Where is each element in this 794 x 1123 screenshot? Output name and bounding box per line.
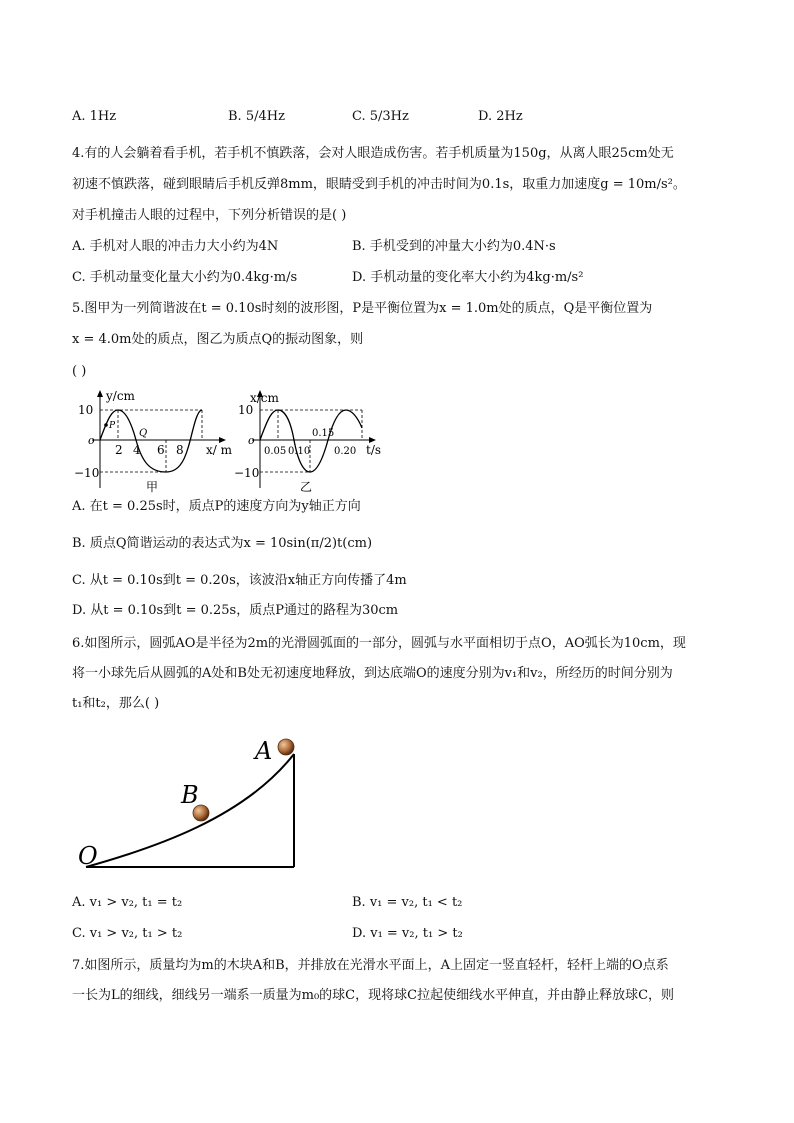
q6-stem-line-1: 6.如图所示，圆弧AO是半径为2m的光滑圆弧面的一部分，圆弧与水平面相切于点O，AO弧长为10cm，现 — [72, 636, 686, 651]
x-axis-label: t/s — [366, 443, 382, 457]
origin-label: o — [248, 434, 255, 447]
q7-stem-line-2: 一长为L的细线，细线另一端系一质量为m₀的球C，现将球C拉起使细线水平伸直，并由静止释放球C，则 — [72, 988, 675, 1003]
label-a: A — [255, 737, 273, 765]
q3-option-a: A. 1Hz — [72, 109, 117, 124]
q3-option-b: B. 5/4Hz — [228, 109, 285, 124]
q6-stem-line-3: t₁和t₂，那么( ) — [72, 696, 160, 711]
t-tick-005: 0.05 — [264, 446, 287, 457]
q6-option-a: A. v₁ > v₂, t₁ = t₂ — [72, 895, 183, 910]
q6-option-d: D. v₁ = v₂, t₁ > t₂ — [352, 926, 463, 941]
graph-caption: 甲 — [146, 480, 159, 494]
q4-option-c: C. 手机动量变化量大小约为0.4kg·m/s — [72, 270, 298, 285]
q5-option-c: C. 从t = 0.10s到t = 0.20s，该波沿x轴正方向传播了4m — [72, 573, 407, 588]
q5-option-d: D. 从t = 0.10s到t = 0.25s，质点P通过的路程为30cm — [72, 603, 399, 618]
y-axis-label: y/cm — [106, 389, 135, 403]
q4-stem-line-3: 对手机撞击人眼的过程中，下列分析错误的是( ) — [72, 208, 347, 223]
point-p-label: P — [109, 421, 116, 431]
vibration-curve — [260, 410, 362, 472]
t-tick-015: 0.15 — [312, 428, 335, 439]
label-b: B — [181, 781, 199, 809]
y-tick-top: 10 — [78, 403, 94, 417]
t-tick-020: 0.20 — [334, 446, 357, 457]
t-tick-010: 0.10 — [288, 446, 311, 457]
q4-option-b: B. 手机受到的冲量大小约为0.4N·s — [352, 239, 556, 254]
q5-option-a: A. 在t = 0.25s时，质点P的速度方向为y轴正方向 — [72, 499, 361, 514]
graph-caption: 乙 — [300, 480, 313, 494]
q4-option-a: A. 手机对人眼的冲击力大小约为4N — [72, 239, 279, 254]
y-arrow — [97, 390, 103, 397]
y-axis-label: x/cm — [250, 391, 279, 405]
q4-stem-line-2: 初速不慎跌落，碰到眼睛后手机反弹8mm，眼睛受到手机的冲击时间为0.1s，取重力加速度g = 10m/s²。 — [72, 177, 686, 192]
x-tick-6: 6 — [157, 443, 165, 457]
q7-stem-line-1: 7.如图所示，质量均为m的木块A和B，并排放在光滑水平面上，A上固定一竖直轻杆，轻杆上端的O点系 — [72, 958, 669, 973]
q4-option-d: D. 手机动量的变化率大小约为4kg·m/s² — [352, 270, 584, 285]
q5-stem-line-3: ( ) — [72, 364, 87, 379]
y-tick-top: 10 — [238, 403, 254, 417]
q5-stem-line-2: x = 4.0m处的质点，图乙为质点Q的振动图象，则 — [72, 332, 364, 347]
x-axis-label: x/ m — [206, 443, 233, 457]
q6-option-b: B. v₁ = v₂, t₁ < t₂ — [352, 895, 463, 910]
point-p-dot — [104, 423, 108, 427]
y-tick-bottom: −10 — [234, 466, 260, 480]
q6-stem-line-2: 将一小球先后从圆弧的A处和B处无初速度地释放，到达底端O的速度分别为v₁和v₂，所经历的时间分别为 — [72, 666, 673, 681]
x-tick-8: 8 — [176, 443, 184, 457]
q5-option-b: B. 质点Q简谐运动的表达式为x = 10sin(π/2)t(cm) — [72, 536, 373, 551]
origin-label: o — [88, 434, 95, 447]
label-o: O — [78, 842, 98, 870]
arc-figure — [74, 728, 314, 874]
x-tick-2: 2 — [115, 443, 123, 457]
wave-graph-jia — [72, 388, 242, 496]
q3-option-d: D. 2Hz — [478, 109, 523, 124]
point-q-label: Q — [139, 428, 148, 439]
x-tick-4: 4 — [133, 443, 141, 457]
vibration-graph-yi — [232, 388, 392, 496]
wave-curve — [100, 410, 202, 472]
q5-stem-line-1: 5.图甲为一列简谐波在t = 0.10s时刻的波形图，P是平衡位置为x = 1.0m处的质点，Q是平衡位置为 — [72, 301, 653, 316]
arc-surface — [86, 754, 294, 867]
q4-stem-line-1: 4.有的人会躺着看手机，若手机不慎跌落，会对人眼造成伤害。若手机质量为150g，从离人眼25cm处无 — [72, 146, 674, 161]
q6-option-c: C. v₁ > v₂, t₁ > t₂ — [72, 926, 183, 941]
q3-option-c: C. 5/3Hz — [352, 109, 409, 124]
y-tick-bottom: −10 — [74, 466, 100, 480]
ball-a — [278, 739, 294, 755]
